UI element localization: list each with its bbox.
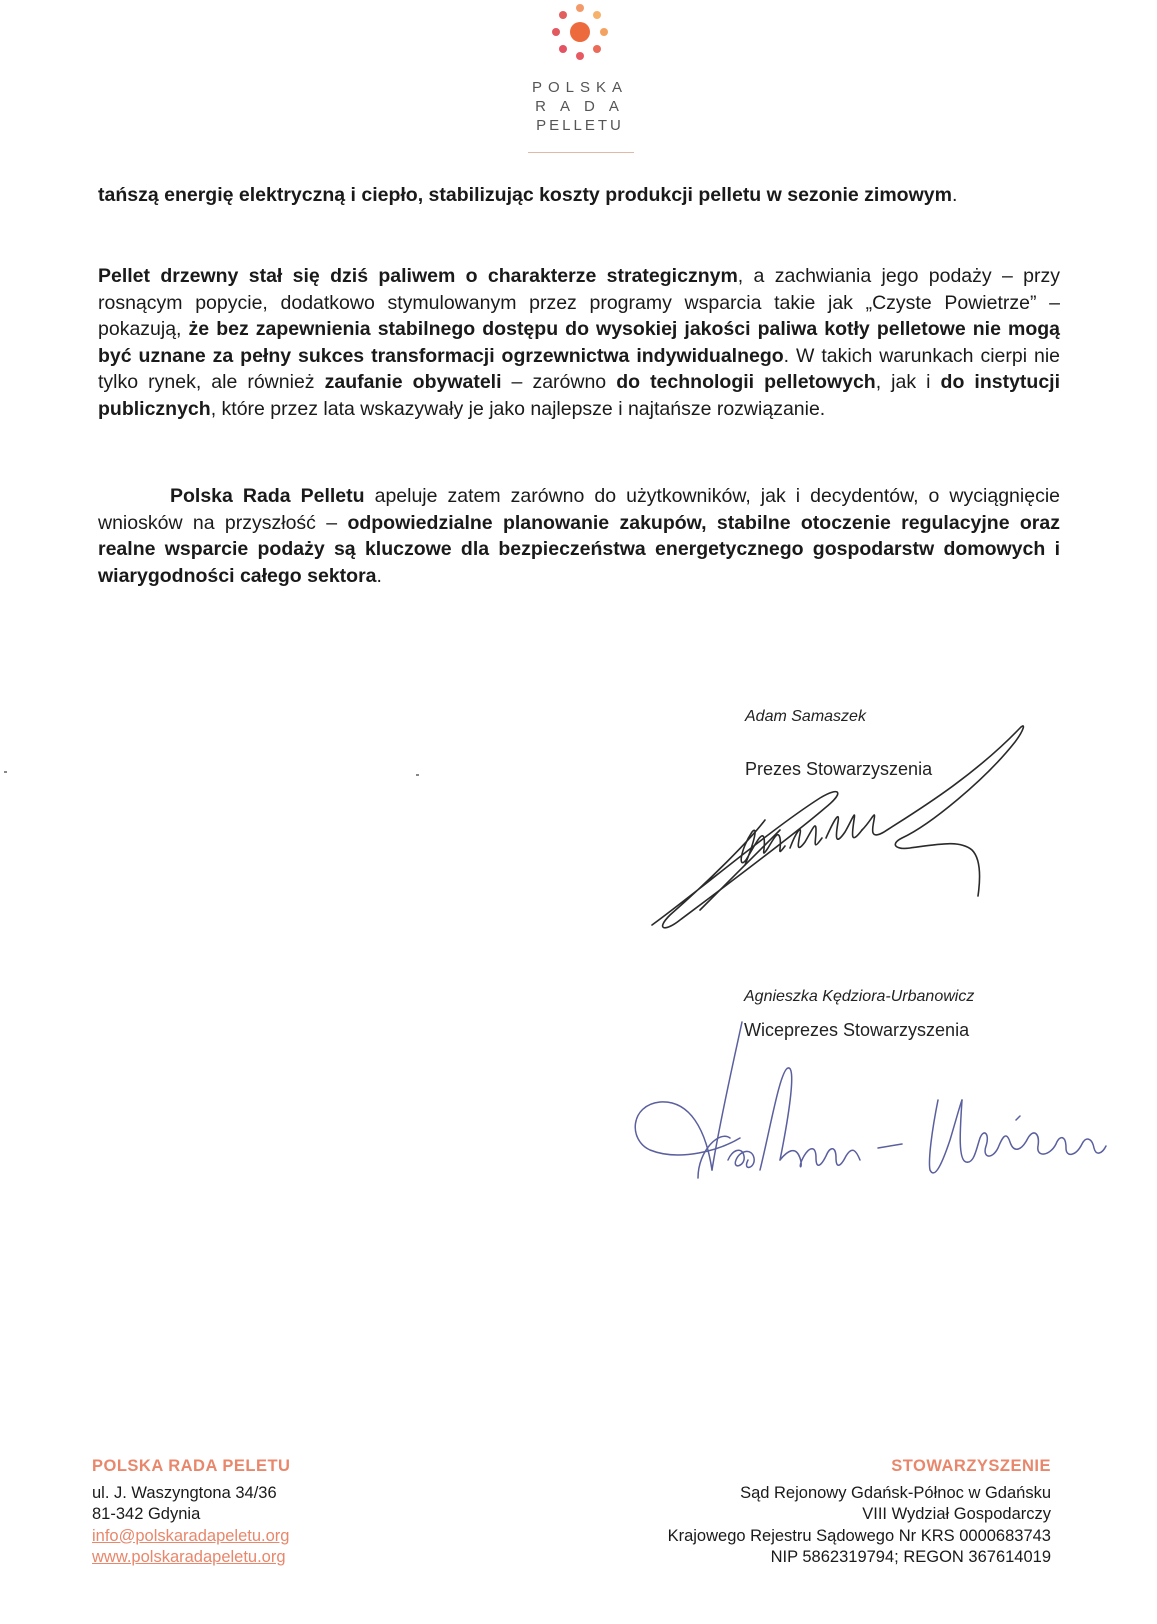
signatory-2-name: Agnieszka Kędziora-Urbanowicz [744,988,975,1005]
scan-speck [416,774,419,776]
emphasized-text: odpowiedzialne planowanie zakupów, stabilne otoczenie regulacyjne oraz realne wsparcie podaży są kluczowe dla bezpieczeństwa energetycznego gospodarstw domowych i wiarygodności całego sektora [98,511,1060,587]
footer-contact [92,1457,291,1569]
paragraph-1 [98,182,1060,209]
emphasized-text: że bez zapewnienia stabilnego dostępu do wysokiej jakości paliwa kotły pelletowe nie mogą być uznane za pełny sukces transformacji ogrzewnictwa indywidualnego [98,318,1060,367]
body-text-run: , które przez lata wskazywały je jako najlepsze i najtańsze rozwiązanie. [210,397,826,420]
emphasized-text: zaufanie obywateli [324,371,502,394]
logo-line-3: PELLETU [536,117,624,134]
footer-address-line-1: ul. J. Waszyngtona 34/36 [92,1483,277,1502]
body-text-run: , a zachwiania jego podaży – przy rosnącym popycie, dodatkowo stymulowanym przez programy wsparcia takie jak „Czyste Powietrze” – pokazują, [98,265,1061,341]
signature-1-image [640,720,1040,940]
signatory-2-role: Wiceprezes Stowarzyszenia [744,1020,970,1040]
footer-nip-regon: NIP 5862319794; REGON 367614019 [770,1548,1051,1566]
body-text-run: apeluje zatem zarówno do użytkowników, jak i decydentów, o wyciągnięcie wniosków na przyszłość – [98,485,1060,534]
body-text-run: . [376,564,382,587]
emphasized-text: Polska Rada Pelletu [170,485,365,507]
footer-right-heading: STOWARZYSZENIE [891,1457,1051,1475]
footer-division: VIII Wydział Gospodarczy [862,1505,1051,1523]
logo-line-1: POLSKA [531,79,629,96]
emphasized-text: do instytucji publicznych [98,371,1060,420]
emphasized-text: Pellet drzewny stał się dziś paliwem o charakterze strategicznym [98,265,738,287]
emphasized-text: tańszą energię elektryczną i ciepło, stabilizując koszty produkcji pelletu w sezonie zimowym [98,184,952,206]
signatory-1-role: Prezes Stowarzyszenia [745,759,933,779]
paragraph-3 [98,483,1060,589]
logo-divider [528,152,634,153]
footer-website-link[interactable]: www.polskaradapeletu.org [92,1548,286,1566]
footer-registration [667,1457,1051,1569]
signatory-1-name: Adam Samaszek [745,708,866,725]
body-text-run: . W takich warunkach cierpi nie tylko rynek, ale również [98,344,1060,394]
body-text-run: – zarówno [501,371,617,394]
logo-line-2: RADA [535,98,633,115]
body-text-run: . [951,184,958,206]
body-text-run: , jak i [875,371,941,394]
emphasized-text: do technologii pelletowych [616,371,876,394]
footer-email-link[interactable]: info@polskaradapeletu.org [92,1526,290,1545]
logo-wordmark [505,78,655,135]
footer-krs: Krajowego Rejestru Sądowego Nr KRS 0000683743 [667,1526,1051,1545]
signature-2-image [620,1010,1120,1190]
sun-dots-icon [550,2,610,62]
footer-court: Sąd Rejonowy Gdańsk-Północ w Gdańsku [740,1483,1051,1502]
letterhead [0,0,1157,160]
scan-speck [4,771,7,773]
paragraph-2 [98,263,1060,423]
footer-address-line-2: 81-342 Gdynia [92,1505,201,1523]
footer-left-heading: POLSKA RADA PELETU [92,1457,291,1475]
